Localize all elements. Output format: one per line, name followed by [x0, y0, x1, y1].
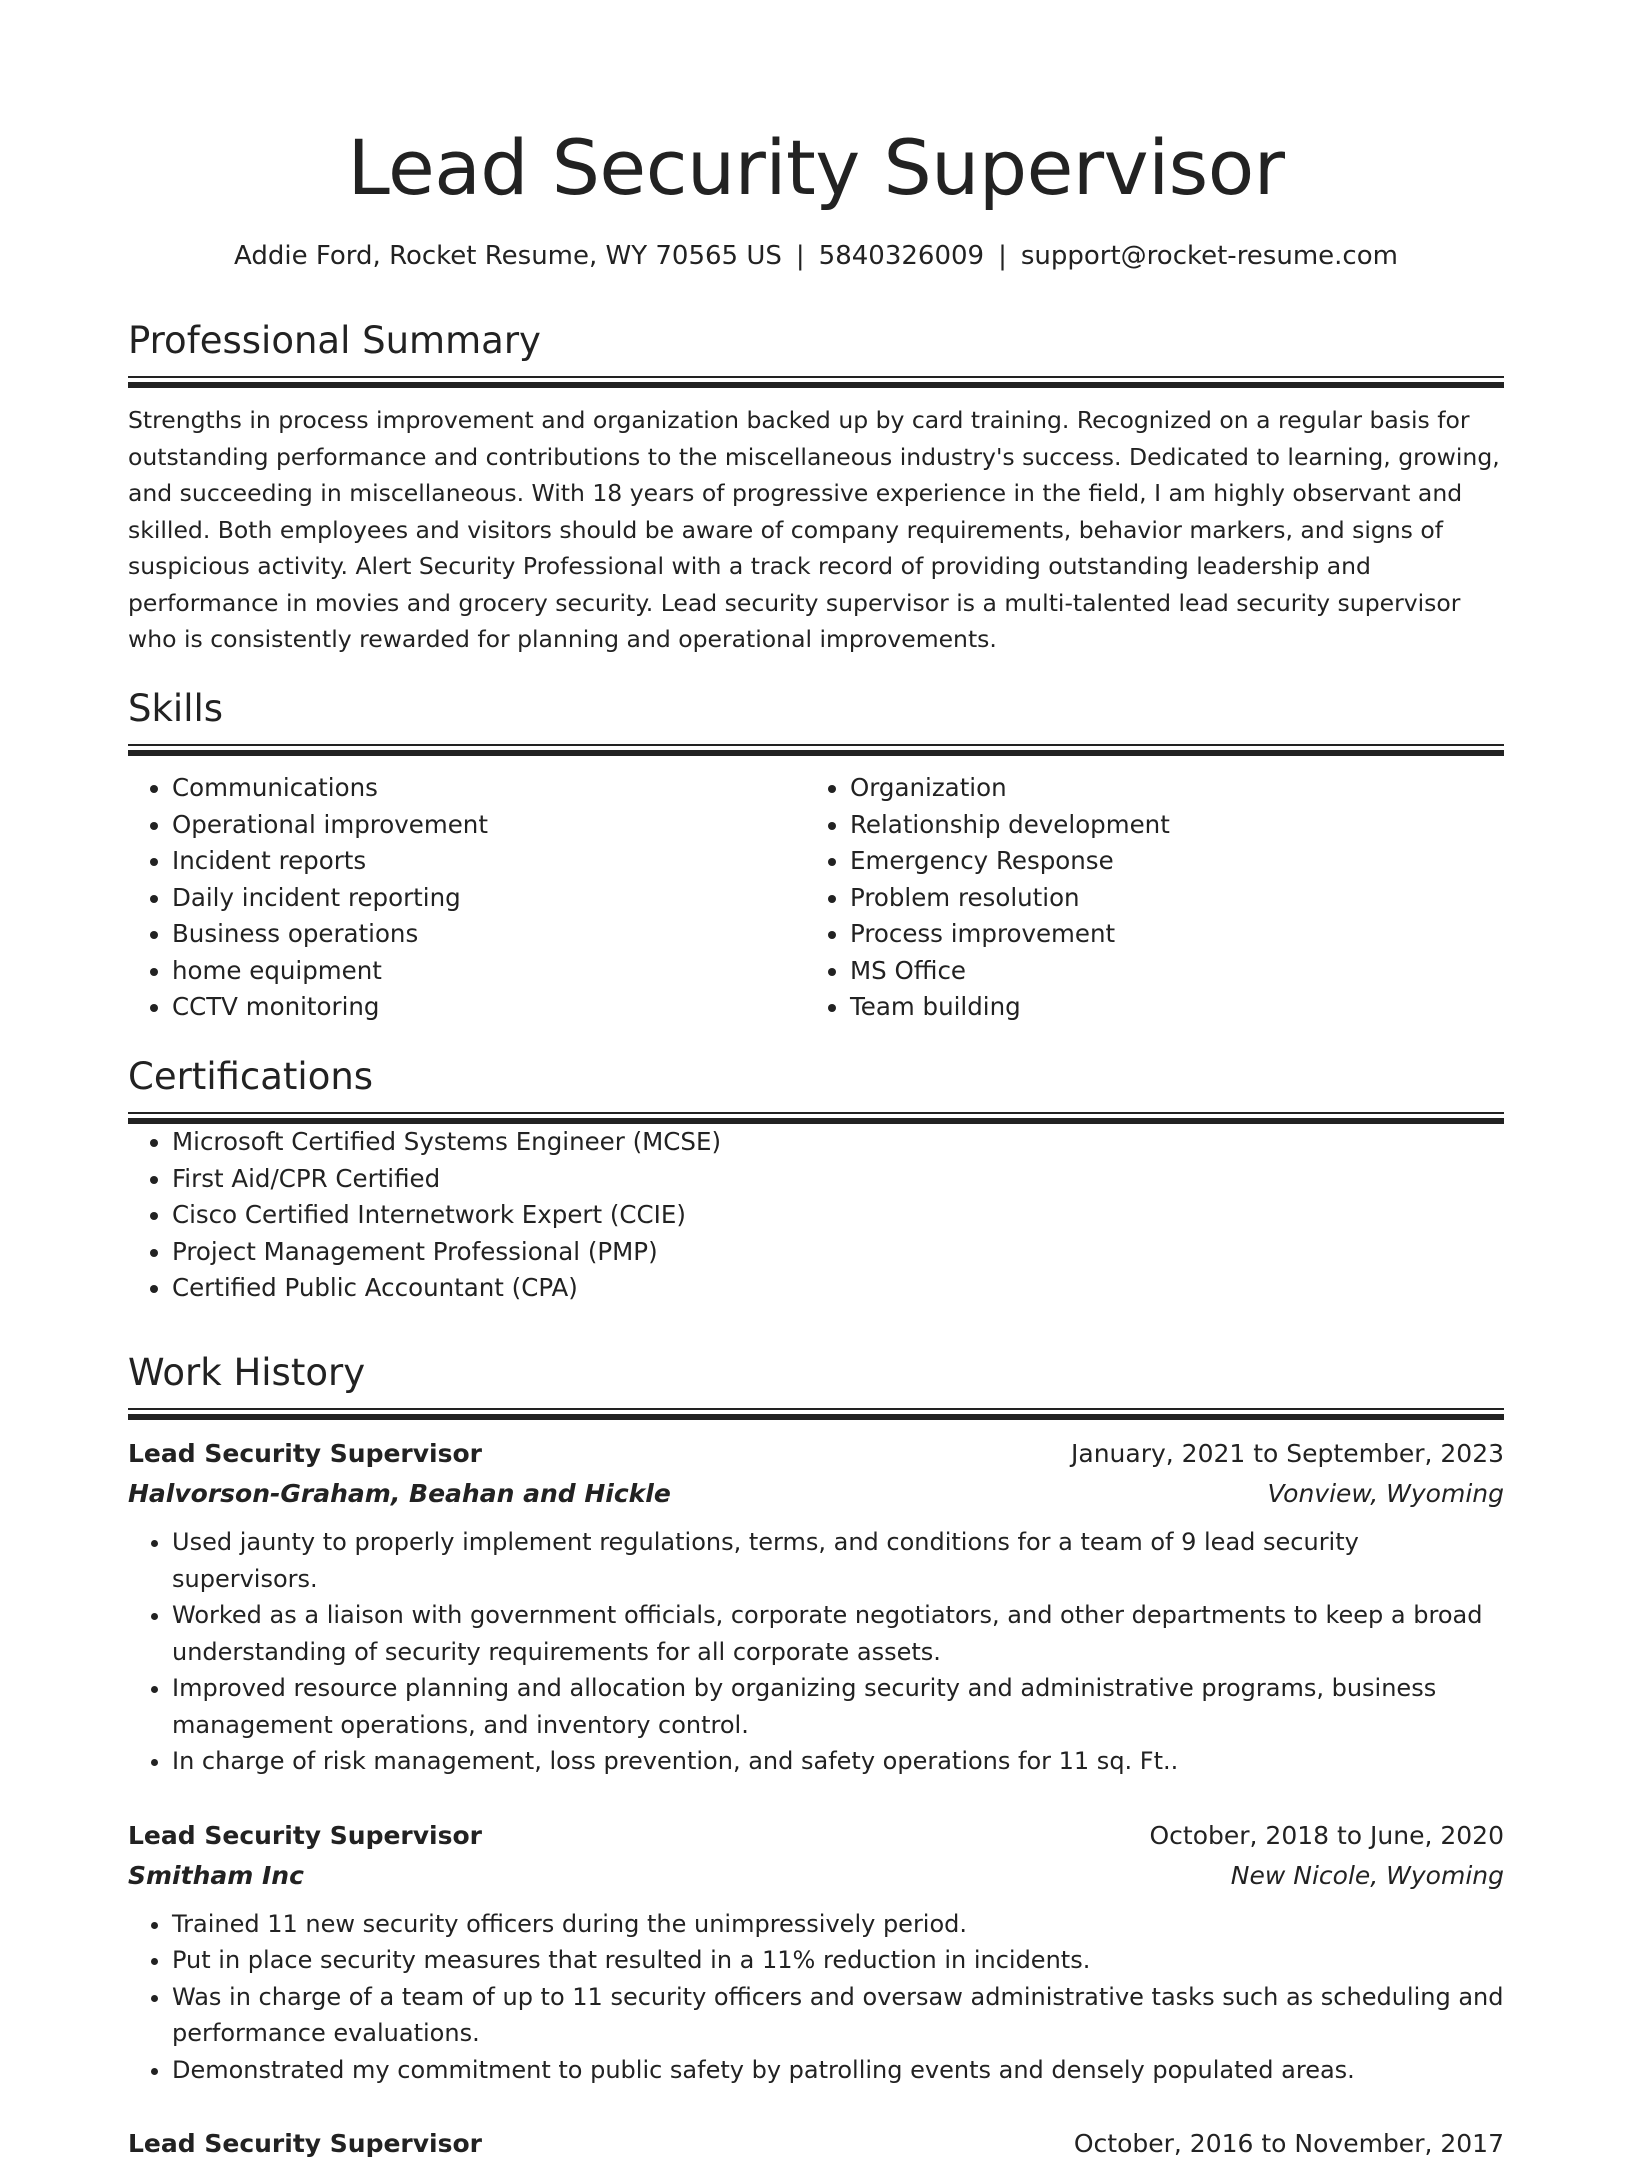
- job-bullet: • Demonstrated my commitment to public safety by patrolling events and densely populated areas.: [172, 2052, 1504, 2089]
- job-bullet: • Put in place security measures that resulted in a 11% reduction in incidents.: [172, 1942, 1504, 1979]
- job-dates: January, 2021 to September, 2023: [1071, 1439, 1504, 1468]
- skill-item: • Communications: [172, 770, 806, 807]
- job-company: Halvorson-Graham, Beahan and Hickle: [128, 1479, 671, 1508]
- contact-phone: 5840326009: [818, 241, 985, 271]
- job-company: Smitham Inc: [128, 1860, 304, 1890]
- contact-separator: |: [998, 241, 1007, 271]
- job-header-row: [128, 2124, 1504, 2164]
- certification-item: • First Aid/CPR Certified: [172, 1161, 1504, 1198]
- resume-title: Lead Security Supervisor: [347, 123, 1285, 212]
- skill-item: • Team building: [850, 989, 1484, 1026]
- section-divider: [128, 1408, 1504, 1420]
- section-divider: [128, 744, 1504, 756]
- job-dates: October, 2018 to June, 2020: [1149, 1820, 1504, 1850]
- job-entry: [128, 1816, 1504, 2089]
- skill-item: • Daily incident reporting: [172, 880, 806, 917]
- job-bullets: [128, 1524, 1504, 1780]
- skill-item: • Emergency Response: [850, 843, 1484, 880]
- job-dates: October, 2016 to November, 2017: [1073, 2129, 1504, 2158]
- work-history-heading: Work History: [128, 1351, 366, 1394]
- contact-line: [128, 238, 1504, 274]
- job-header-row: [128, 1816, 1504, 1856]
- job-location: Vonview, Wyoming: [1267, 1479, 1504, 1508]
- skill-item: • Organization: [850, 770, 1484, 807]
- job-title: Lead Security Supervisor: [128, 1820, 483, 1850]
- certifications-heading: Certifications: [128, 1055, 374, 1098]
- job-title: Lead Security Supervisor: [128, 2129, 483, 2158]
- certifications-section: [128, 1054, 1504, 1307]
- job-entry: [128, 2124, 1504, 2164]
- skills-right-column: [806, 770, 1484, 1026]
- job-bullets: [128, 1906, 1504, 2089]
- job-title: Lead Security Supervisor: [128, 1439, 483, 1468]
- job-entry: [128, 1434, 1504, 1780]
- certification-item: • Cisco Certified Internetwork Expert (CCIE): [172, 1197, 1504, 1234]
- work-history-section: [128, 1350, 1504, 2164]
- skill-item: • Operational improvement: [172, 807, 806, 844]
- skill-item: • Problem resolution: [850, 880, 1484, 917]
- skills-section: [128, 686, 1504, 1026]
- skill-item: • Relationship development: [850, 807, 1484, 844]
- job-bullet: • Used jaunty to properly implement regulations, terms, and conditions for a team of 9 lead security supervisors.: [172, 1524, 1504, 1597]
- summary-text: Strengths in process improvement and organization backed up by card training. Recognized on a regular basis for outstanding performance and contributions to the miscellaneous industry's success. Dedicated to learning, growing, and succeeding in miscellaneous. With 18 years of progressive experience in the field, I am highly observant and skilled. Both employees and visitors should be aware of company requirements, behavior markers, and signs of suspicious activity. Alert Security Professional with a track record of providing outstanding leadership and performance in movies and grocery security. Lead security supervisor is a multi-talented lead security supervisor who is consistently rewarded for planning and operational improvements.: [128, 406, 1500, 653]
- skills-heading: Skills: [128, 687, 224, 730]
- job-bullet: • Worked as a liaison with government officials, corporate negotiators, and other departments to keep a broad understanding of security requirements for all corporate assets.: [172, 1597, 1504, 1670]
- job-bullet: • Was in charge of a team of up to 11 security officers and oversaw administrative tasks such as scheduling and performance evaluations.: [172, 1979, 1504, 2052]
- skills-left-column: [128, 770, 806, 1026]
- summary-heading: Professional Summary: [128, 319, 541, 362]
- section-divider: [128, 1112, 1504, 1124]
- job-location: New Nicole, Wyoming: [1230, 1860, 1504, 1890]
- job-company-row: [128, 1474, 1504, 1514]
- job-company-row: [128, 1856, 1504, 1896]
- skill-item: • home equipment: [172, 953, 806, 990]
- job-bullet: • Improved resource planning and allocation by organizing security and administrative programs, business management operations, and inventory control.: [172, 1670, 1504, 1743]
- contact-separator: |: [795, 241, 805, 271]
- skills-columns: [128, 770, 1504, 1026]
- contact-address: Addie Ford, Rocket Resume, WY 70565 US: [234, 241, 782, 271]
- summary-section: [128, 318, 1504, 658]
- certification-item: • Certified Public Accountant (CPA): [172, 1270, 1504, 1307]
- skill-item: • MS Office: [850, 953, 1484, 990]
- certification-item: • Project Management Professional (PMP): [172, 1234, 1504, 1271]
- certifications-list: [128, 1124, 1504, 1307]
- skill-item: • CCTV monitoring: [172, 989, 806, 1026]
- job-bullet: • In charge of risk management, loss prevention, and safety operations for 11 sq. Ft..: [172, 1743, 1504, 1780]
- contact-email: support@rocket-resume.com: [1020, 241, 1398, 271]
- job-bullet: • Trained 11 new security officers during the unimpressively period.: [172, 1906, 1504, 1943]
- skill-item: • Business operations: [172, 916, 806, 953]
- skill-item: • Process improvement: [850, 916, 1484, 953]
- skill-item: • Incident reports: [172, 843, 806, 880]
- section-divider: [128, 376, 1504, 388]
- job-header-row: [128, 1434, 1504, 1474]
- certification-item: • Microsoft Certified Systems Engineer (MCSE): [172, 1124, 1504, 1161]
